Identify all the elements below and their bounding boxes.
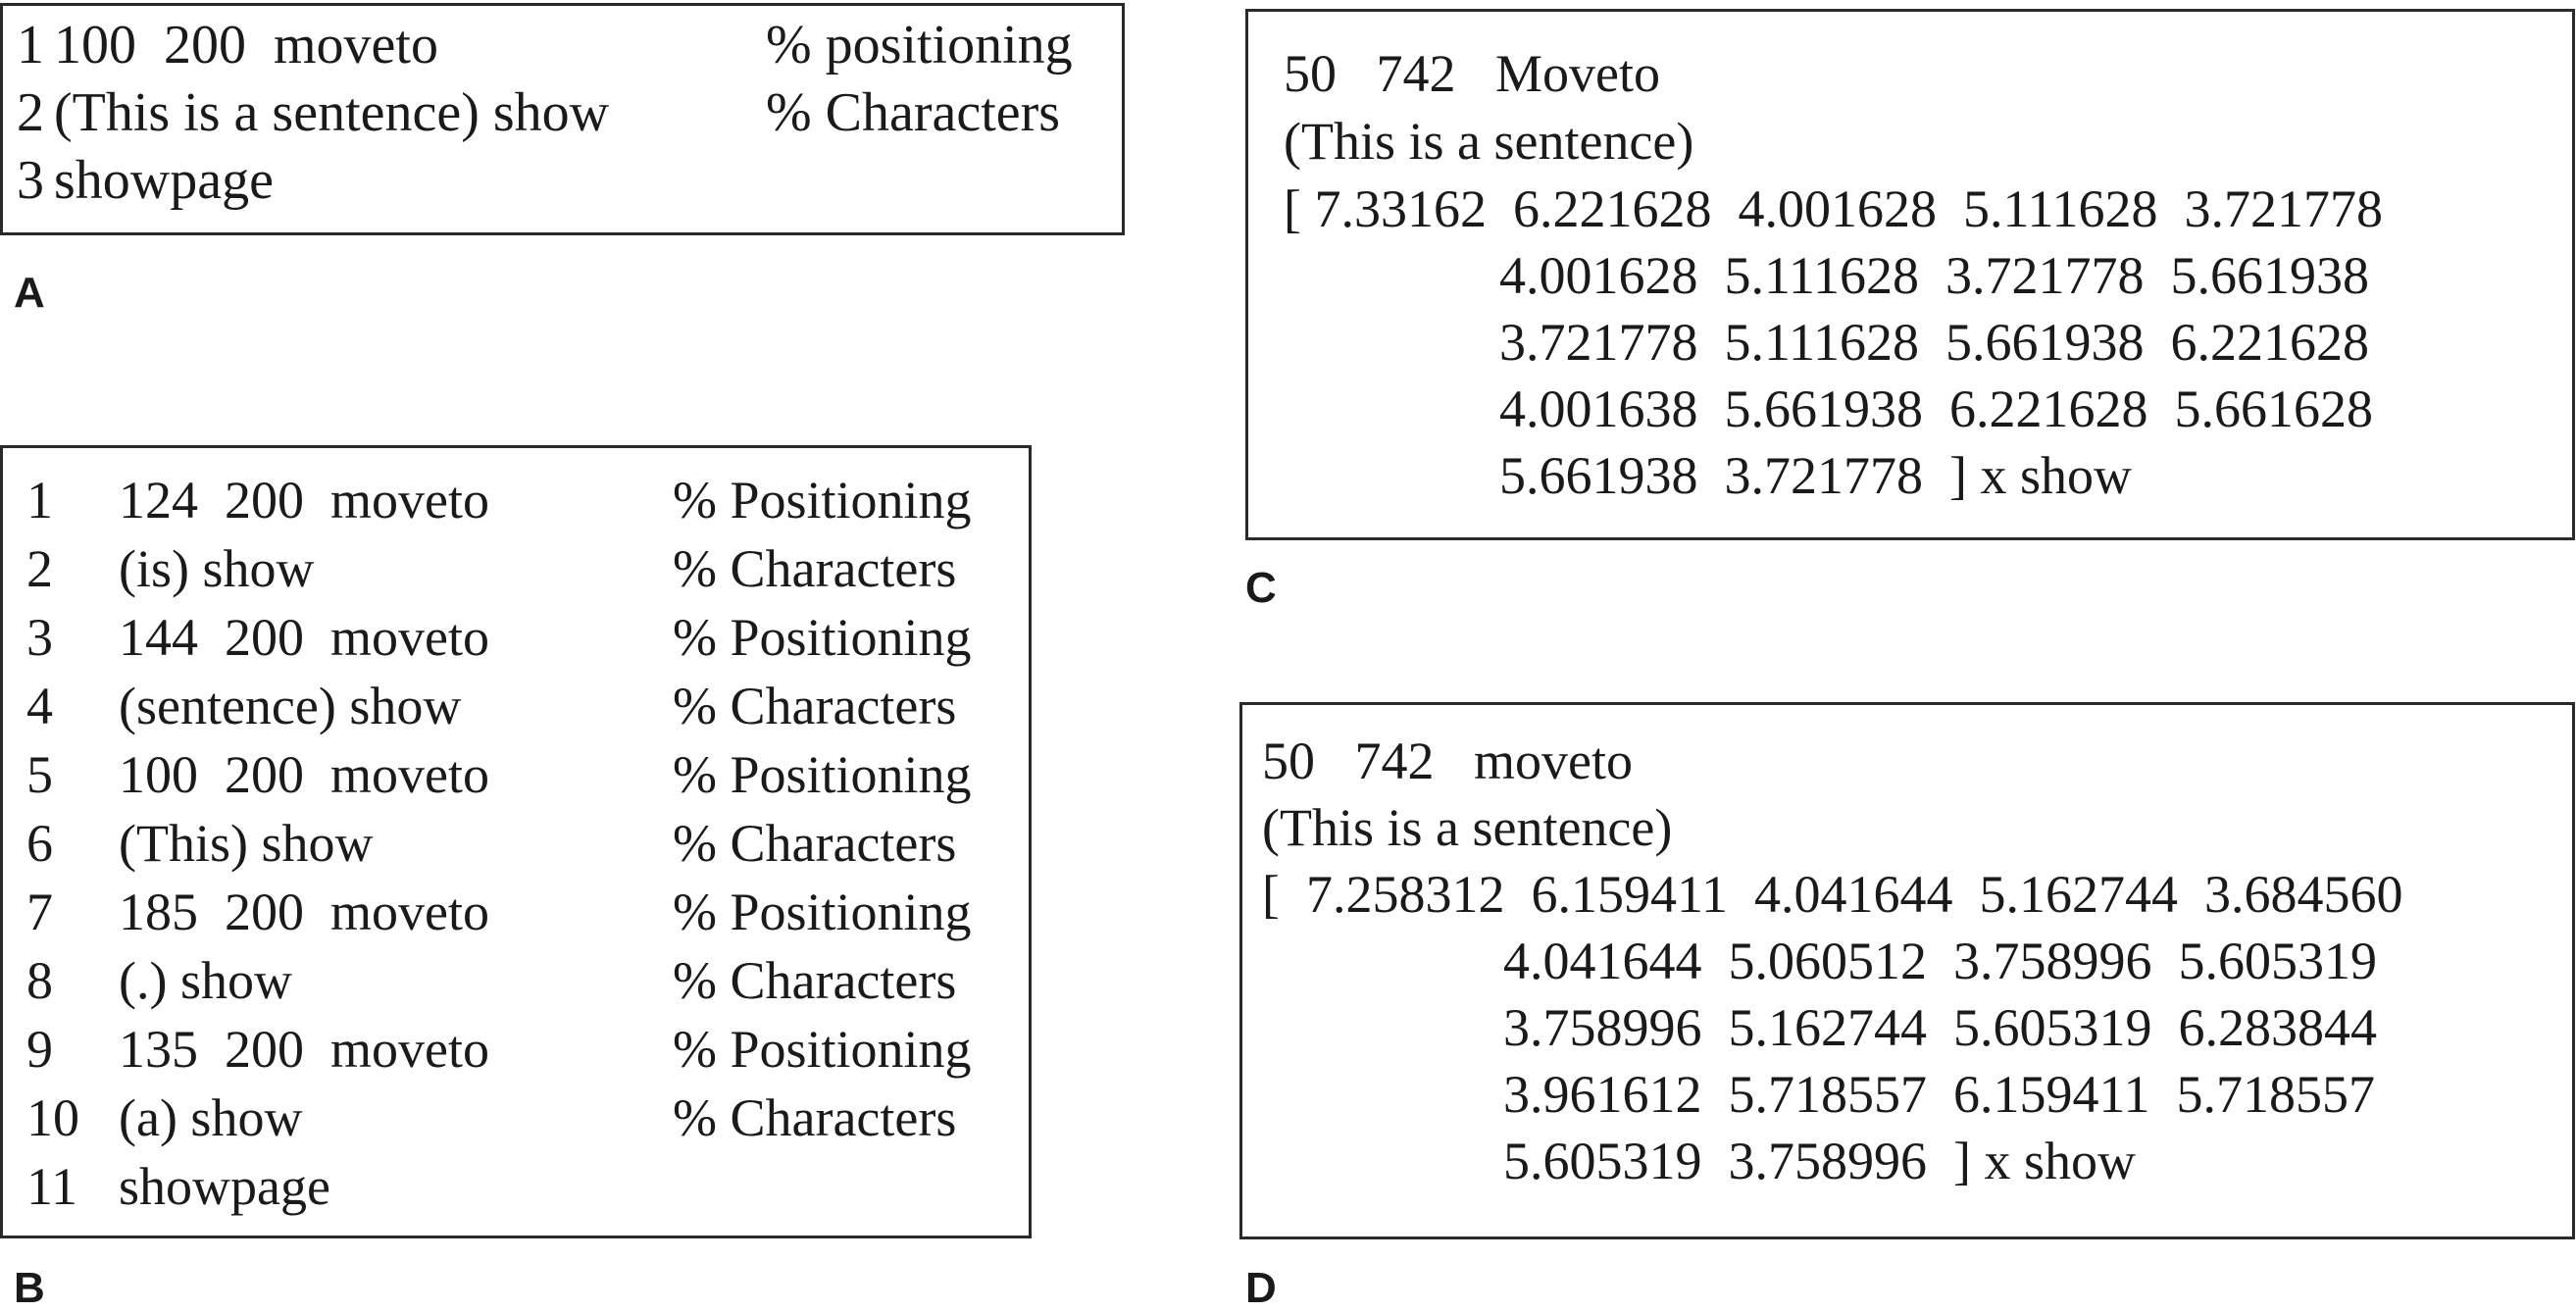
panel-d-number-row: 3.961612 5.718557 6.159411 5.718557: [1503, 1065, 2375, 1124]
panel-b-line-comment: % Positioning: [673, 883, 972, 941]
panel-c-code-box: [1245, 9, 2575, 540]
panel-b-line-comment: % Characters: [673, 814, 957, 873]
panel-d-string-line: (This is a sentence): [1262, 798, 1673, 857]
panel-b-line-code: (This) show: [119, 814, 374, 873]
panel-b-line-code: (is) show: [119, 539, 315, 598]
panel-c-number-row: 3.721778 5.111628 5.661938 6.221628: [1499, 313, 2369, 372]
panel-b-code-box: [0, 445, 1032, 1238]
panel-b-line-num: 11: [26, 1157, 77, 1216]
panel-a-line-code: showpage: [54, 150, 274, 211]
panel-a-line-code: 100 200 moveto: [54, 15, 438, 76]
panel-d-number-row: 3.758996 5.162744 5.605319 6.283844: [1503, 998, 2377, 1057]
panel-b-line-comment: % Characters: [673, 1088, 957, 1147]
panel-b-line-code: (.) show: [119, 951, 292, 1010]
panel-b-line-num: 7: [26, 883, 53, 941]
panel-d-number-row: 4.041644 5.060512 3.758996 5.605319: [1503, 932, 2377, 990]
panel-b-line-code: 100 200 moveto: [119, 745, 489, 804]
panel-a-line-comment: % positioning: [766, 15, 1073, 76]
panel-c-number-row: 4.001628 5.111628 3.721778 5.661938: [1499, 246, 2369, 305]
panel-b-label: B: [14, 1264, 45, 1312]
panel-a-line-comment: % Characters: [766, 82, 1061, 143]
panel-c-number-row: [ 7.33162 6.221628 4.001628 5.111628 3.721778: [1284, 179, 2383, 238]
panel-b-line-num: 8: [26, 951, 53, 1010]
panel-c-string-line: (This is a sentence): [1284, 112, 1694, 171]
panel-d-moveto-line: 50 742 moveto: [1262, 732, 1633, 790]
panel-b-line-num: 1: [26, 471, 53, 530]
panel-c-number-row: 5.661938 3.721778 ] x show: [1499, 446, 2132, 505]
panel-a-label: A: [14, 269, 45, 317]
panel-b-line-code: 144 200 moveto: [119, 608, 489, 667]
panel-a-line-num: 1: [17, 15, 44, 76]
panel-d-number-row: [ 7.258312 6.159411 4.041644 5.162744 3.684560: [1262, 865, 2403, 924]
panel-b-line-comment: % Characters: [673, 539, 957, 598]
panel-b-line-comment: % Characters: [673, 677, 957, 735]
panel-b-line-code: (sentence) show: [119, 677, 462, 735]
panel-d-label: D: [1245, 1264, 1277, 1312]
panel-d-number-row: 5.605319 3.758996 ] x show: [1503, 1132, 2136, 1190]
panel-b-line-num: 6: [26, 814, 53, 873]
panel-a-line-num: 3: [17, 150, 44, 211]
panel-b-line-code: (a) show: [119, 1088, 303, 1147]
panel-b-line-code: 185 200 moveto: [119, 883, 489, 941]
panel-b-line-num: 2: [26, 539, 53, 598]
panel-d-code-box: [1239, 702, 2575, 1239]
panel-b-line-code: 135 200 moveto: [119, 1020, 489, 1079]
panel-b-line-comment: % Positioning: [673, 745, 972, 804]
panel-c-number-row: 4.001638 5.661938 6.221628 5.661628: [1499, 379, 2373, 438]
panel-a-code-box: [0, 3, 1125, 235]
panel-c-label: C: [1245, 564, 1277, 612]
panel-c-moveto-line: 50 742 Moveto: [1284, 44, 1660, 103]
panel-b-line-comment: % Characters: [673, 951, 957, 1010]
panel-b-line-num: 4: [26, 677, 53, 735]
panel-a-line-code: (This is a sentence) show: [54, 82, 610, 143]
panel-b-line-comment: % Positioning: [673, 471, 972, 530]
panel-b-line-code: 124 200 moveto: [119, 471, 489, 530]
panel-b-line-comment: % Positioning: [673, 1020, 972, 1079]
panel-b-line-num: 10: [26, 1088, 79, 1147]
panel-b-line-num: 5: [26, 745, 53, 804]
panel-a-line-num: 2: [17, 82, 44, 143]
panel-b-line-comment: % Positioning: [673, 608, 972, 667]
panel-b-line-num: 3: [26, 608, 53, 667]
panel-b-line-num: 9: [26, 1020, 53, 1079]
panel-b-line-code: showpage: [119, 1157, 330, 1216]
